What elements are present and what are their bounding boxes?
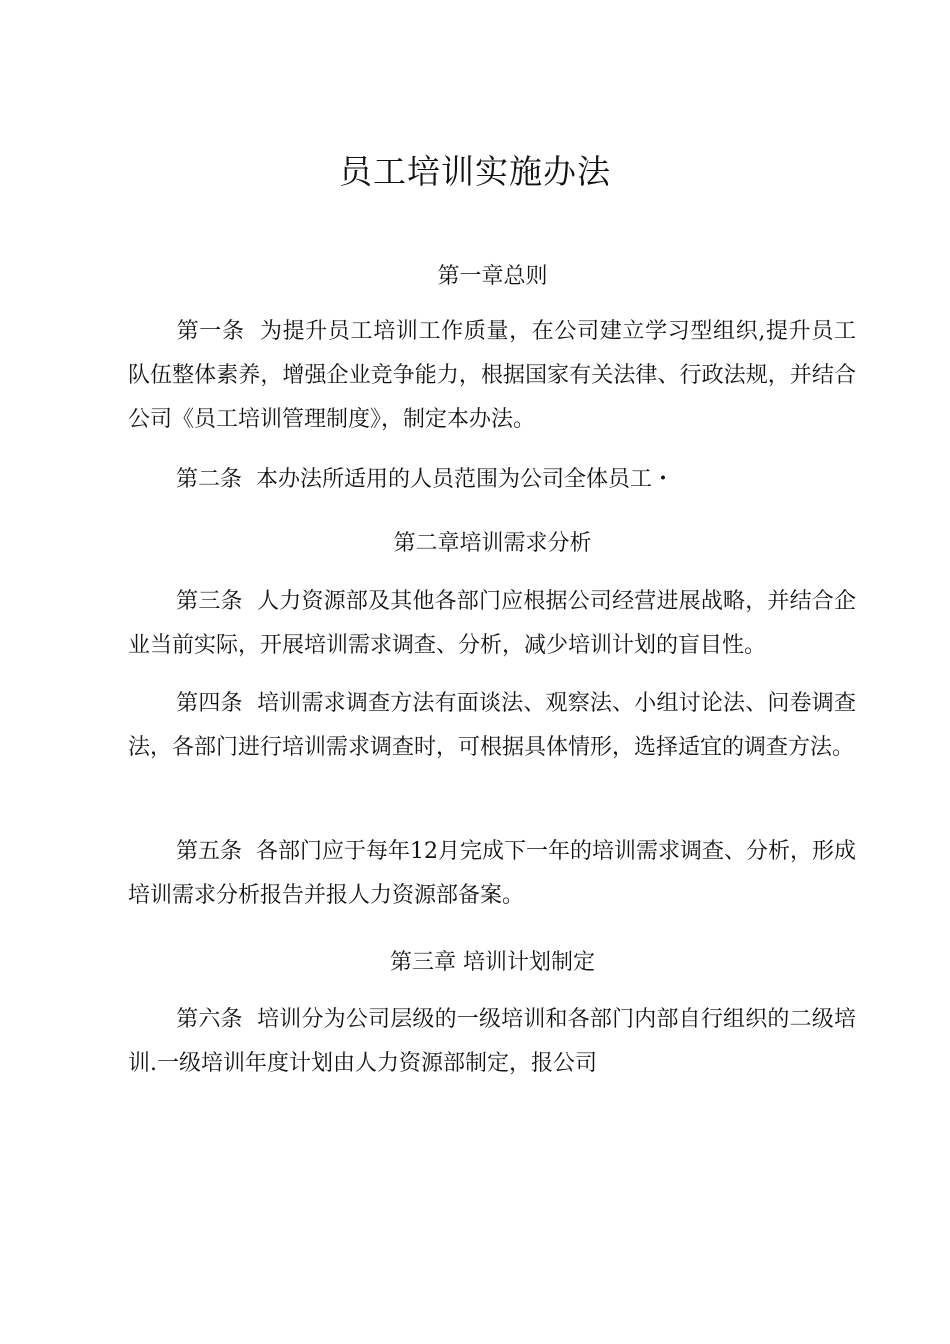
article-5-label: 第五条	[176, 839, 243, 864]
article-3-text: 人力资源部及其他各部门应根据公司经营进展战略，并结合企业当前实际，开展培训需求调查、分析，减少培训计划的盲目性。	[128, 589, 856, 658]
article-5-text: 各部门应于每年12月完成下一年的培训需求调查、分析，形成培训需求分析报告并报人力资源部备案。	[128, 839, 857, 908]
article-2-text: 本办法所适用的人员范围为公司全体员工・	[256, 467, 675, 492]
article-4	[128, 682, 856, 770]
article-1	[128, 310, 856, 442]
chapter-1-heading: 第一章总则	[437, 264, 548, 289]
article-1-text: 为提升员工培训工作质量，在公司建立学习型组织,提升员工队伍整体素养，增强企业竞争能力，根据国家有关法律、行政法规，并结合公司《员工培训管理制度》，制定本办法。	[128, 319, 856, 432]
article-5	[128, 830, 856, 918]
article-6-text: 培训分为公司层级的一级培训和各部门内部自行组织的二级培训.一级培训年度计划由人力资源部制定，报公司	[128, 1007, 856, 1076]
article-4-text: 培训需求调查方法有面谈法、观察法、小组讨论法、问卷调查法，各部门进行培训需求调查时，可根据具体情形，选择适宜的调查方法。	[128, 691, 856, 760]
article-3	[128, 580, 856, 668]
article-1-label: 第一条	[176, 319, 245, 344]
article-6	[128, 998, 856, 1086]
article-4-label: 第四条	[176, 691, 243, 716]
document-title: 员工培训实施办法	[339, 152, 611, 191]
chapter-3-heading: 第三章 培训计划制定	[390, 950, 595, 975]
article-6-label: 第六条	[176, 1007, 243, 1032]
article-2-label: 第二条	[176, 467, 243, 492]
article-2	[128, 458, 856, 502]
article-3-label: 第三条	[176, 589, 243, 614]
chapter-2-heading: 第二章培训需求分析	[393, 531, 592, 556]
